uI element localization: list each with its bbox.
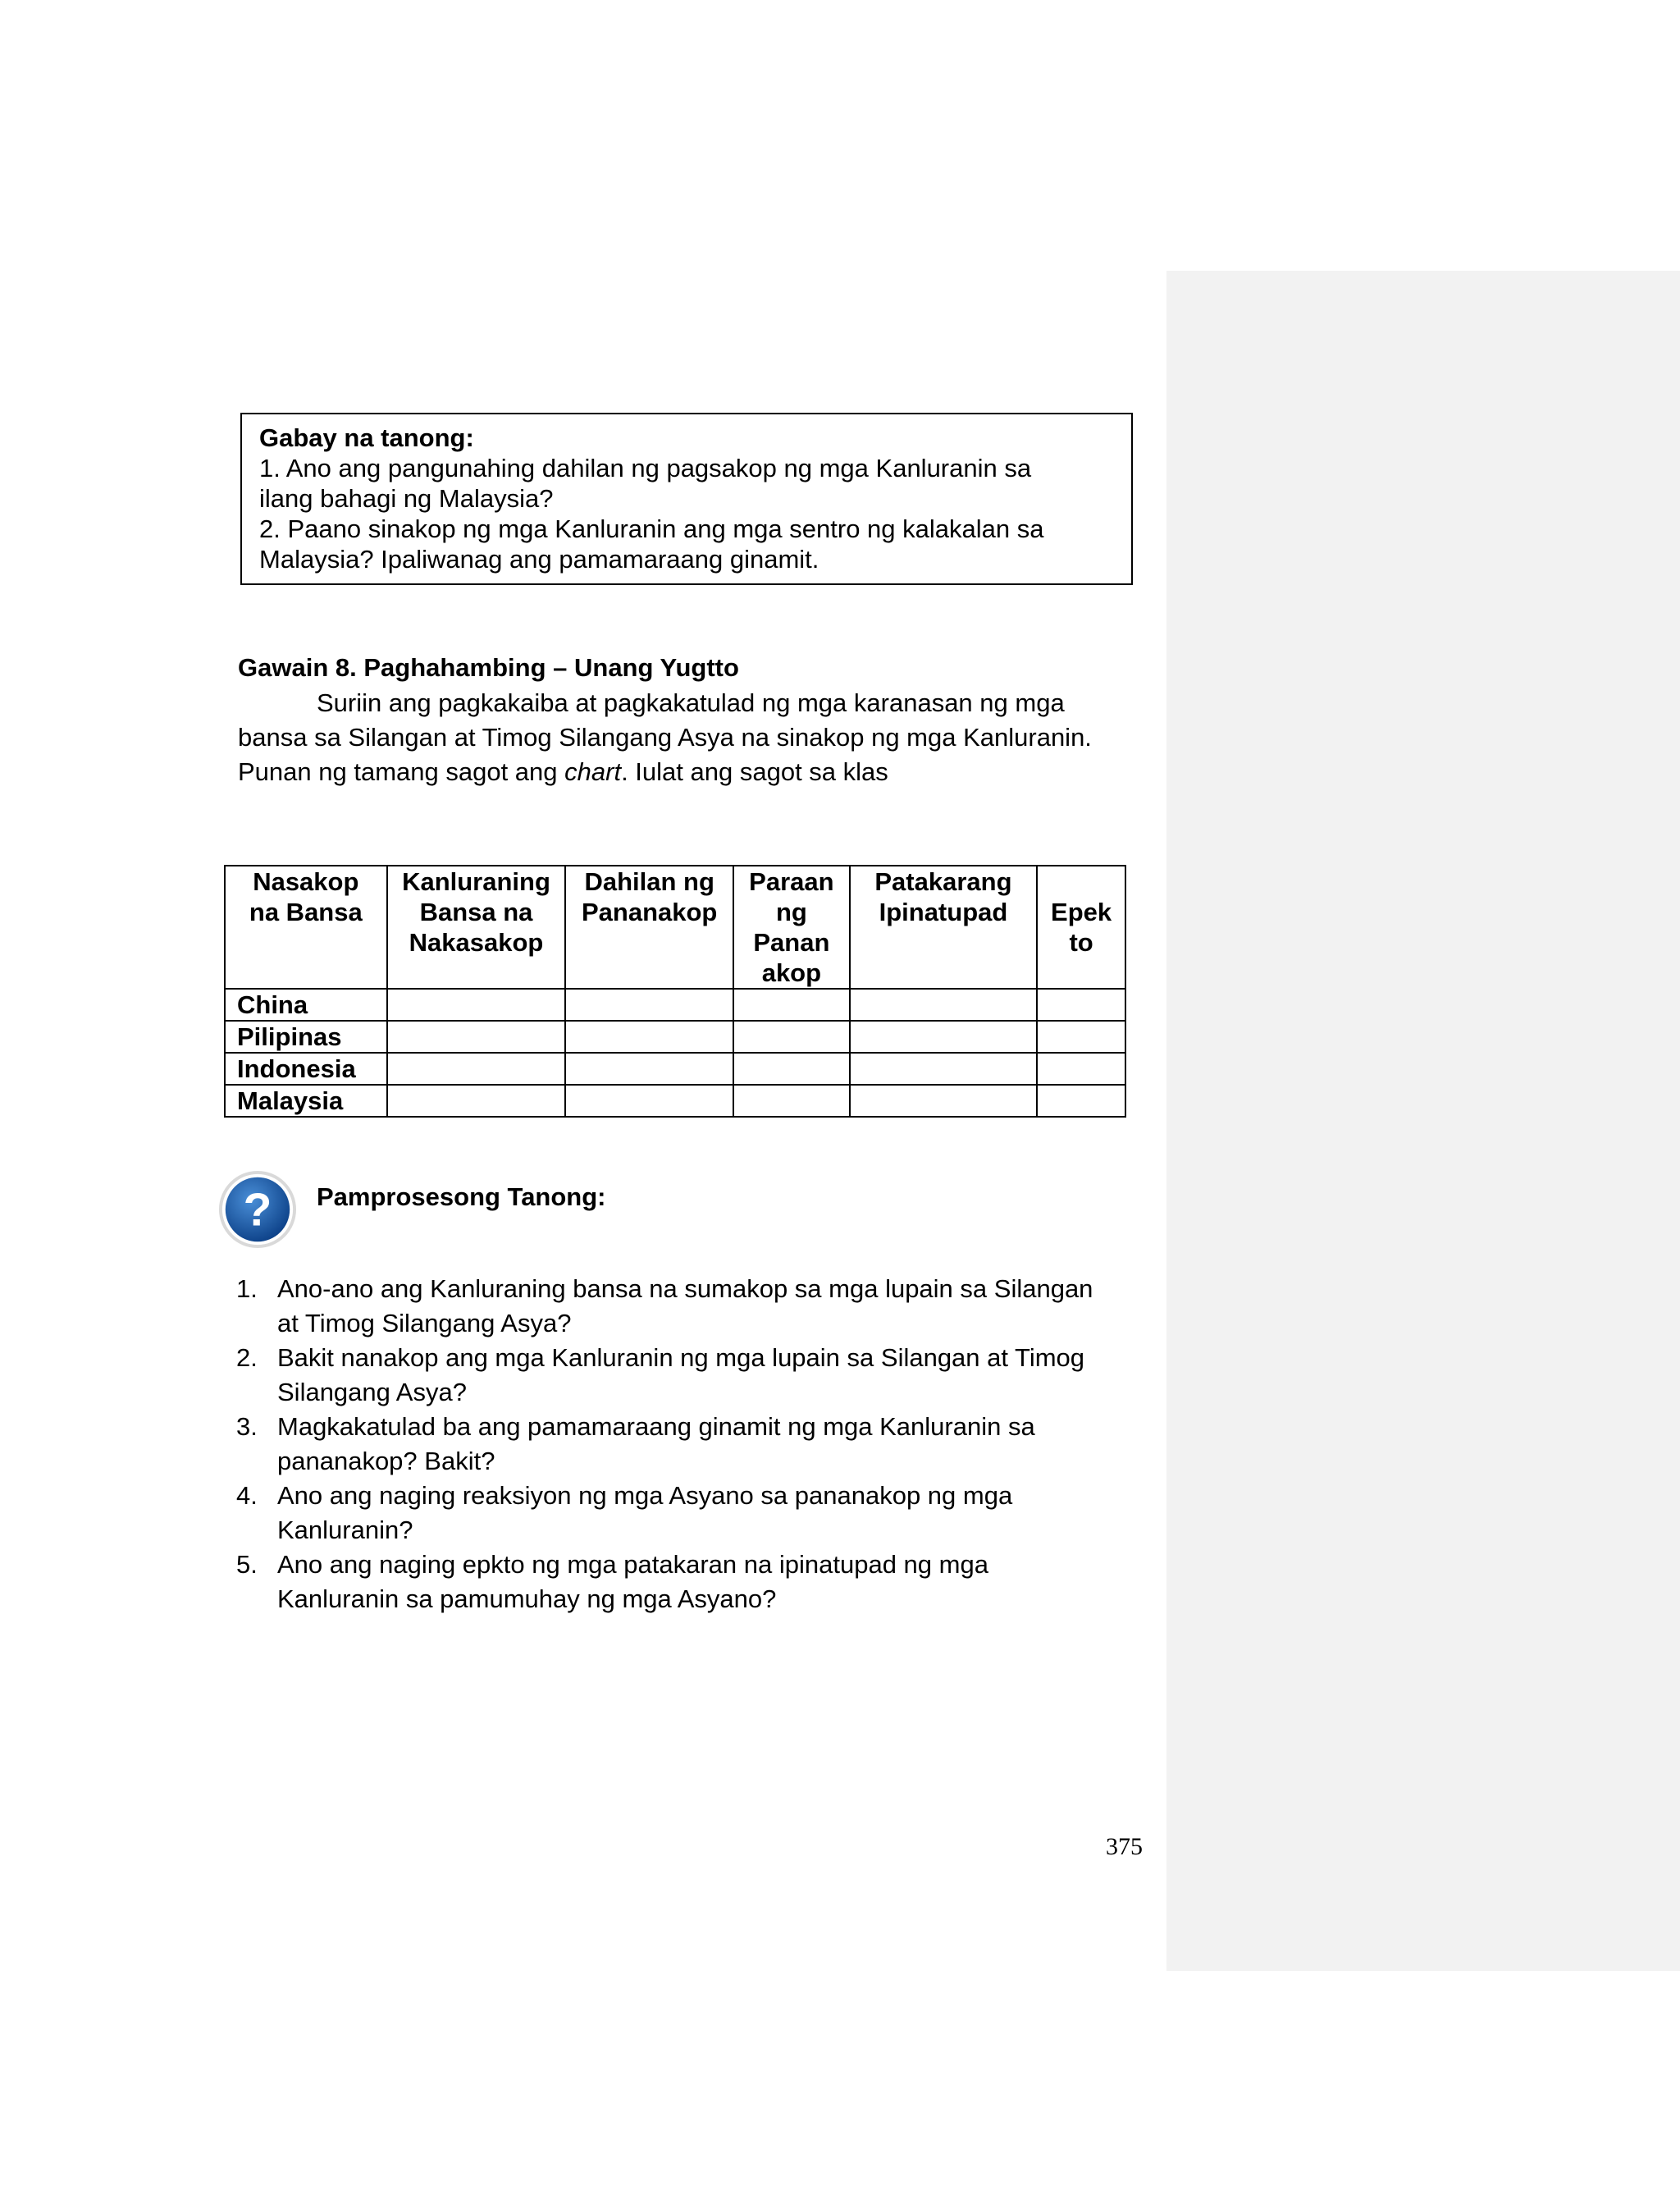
comparison-chart-table xyxy=(224,865,1126,1118)
country-cell: Indonesia xyxy=(225,1053,387,1085)
processing-questions-heading: Pamprosesong Tanong: xyxy=(317,1182,606,1211)
answer-cell[interactable] xyxy=(850,989,1037,1021)
question-mark-icon xyxy=(217,1169,298,1250)
list-item xyxy=(236,1341,1155,1410)
header-paraan-ng-pananakop xyxy=(733,866,850,989)
answer-cell[interactable] xyxy=(733,1085,850,1117)
question-line: pananakop? Bakit? xyxy=(277,1447,495,1475)
question-line: Magkakatulad ba ang pamamaraang ginamit ng mga Kanluranin sa xyxy=(277,1412,1035,1441)
header-line: na Bansa xyxy=(249,898,363,926)
question-number: 3. xyxy=(236,1412,258,1441)
question-line: Ano ang naging reaksiyon ng mga Asyano sa pananakop ng mga xyxy=(277,1481,1013,1510)
table-row xyxy=(225,1053,1125,1085)
header-line: Panan xyxy=(753,928,830,957)
header-line: Dahilan ng xyxy=(584,867,714,896)
header-line: Ipinatupad xyxy=(879,898,1008,926)
list-item xyxy=(236,1548,1155,1616)
header-line: ng xyxy=(775,898,807,926)
header-dahilan-ng-pananakop xyxy=(565,866,733,989)
header-line: Pananakop xyxy=(581,898,718,926)
header-line: to xyxy=(1069,928,1093,957)
header-line: Kanluraning xyxy=(402,867,550,896)
header-line: Epek xyxy=(1051,898,1112,926)
list-item xyxy=(236,1410,1155,1479)
activity-title: Gawain 8. Paghahambing – Unang Yugtto xyxy=(238,653,739,682)
guide-questions-box xyxy=(240,413,1133,585)
header-line: Patakarang xyxy=(874,867,1012,896)
question-number: 4. xyxy=(236,1481,258,1510)
instruction-line: bansa sa Silangan at Timog Silangang Asya na sinakop ng mga Kanluranin. xyxy=(238,723,1092,752)
header-nasakop-na-bansa xyxy=(225,866,387,989)
header-line: Nasakop xyxy=(253,867,359,896)
table-header-row xyxy=(225,866,1125,989)
answer-cell[interactable] xyxy=(733,989,850,1021)
instruction-line xyxy=(238,755,1148,789)
table-row xyxy=(225,989,1125,1021)
answer-cell[interactable] xyxy=(1037,1053,1125,1085)
country-cell: Pilipinas xyxy=(225,1021,387,1053)
table-row xyxy=(225,1085,1125,1117)
instruction-line: Suriin ang pagkakaiba at pagkakatulad ng mga karanasan ng mga xyxy=(317,688,1065,717)
answer-cell[interactable] xyxy=(1037,1085,1125,1117)
answer-cell[interactable] xyxy=(565,989,733,1021)
processing-questions-list xyxy=(236,1272,1155,1616)
guide-box-line: Malaysia? Ipaliwanag ang pamamaraang ginamit. xyxy=(259,545,819,574)
table-row xyxy=(225,1021,1125,1053)
question-line: Kanluranin sa pamumuhay ng mga Asyano? xyxy=(277,1584,777,1613)
answer-cell[interactable] xyxy=(1037,1021,1125,1053)
answer-cell[interactable] xyxy=(733,1053,850,1085)
question-line: at Timog Silangang Asya? xyxy=(277,1309,572,1337)
question-line: Ano-ano ang Kanluraning bansa na sumakop sa mga lupain sa Silangan xyxy=(277,1274,1093,1303)
header-epekto xyxy=(1037,866,1125,989)
answer-cell[interactable] xyxy=(565,1053,733,1085)
header-line: Nakasakop xyxy=(409,928,544,957)
answer-cell[interactable] xyxy=(565,1021,733,1053)
question-line: Bakit nanakop ang mga Kanluranin ng mga lupain sa Silangan at Timog xyxy=(277,1343,1085,1372)
question-line: Kanluranin? xyxy=(277,1516,413,1544)
instruction-italic-text: chart xyxy=(564,757,622,786)
answer-cell[interactable] xyxy=(850,1053,1037,1085)
answer-cell[interactable] xyxy=(387,1021,566,1053)
question-number: 5. xyxy=(236,1550,258,1579)
list-item xyxy=(236,1479,1155,1548)
header-kanluraning-bansa xyxy=(387,866,566,989)
country-cell: Malaysia xyxy=(225,1085,387,1117)
guide-box-line: 2. Paano sinakop ng mga Kanluranin ang mga sentro ng kalakalan sa xyxy=(259,514,1044,543)
header-patakarang-ipinatupad xyxy=(850,866,1037,989)
activity-instructions xyxy=(238,686,1148,789)
answer-cell[interactable] xyxy=(387,1085,566,1117)
guide-box-line: 1. Ano ang pangunahing dahilan ng pagsakop ng mga Kanluranin sa xyxy=(259,454,1032,482)
page-number: 375 xyxy=(1106,1833,1143,1860)
answer-cell[interactable] xyxy=(387,1053,566,1085)
header-line: Paraan xyxy=(749,867,834,896)
header-line: akop xyxy=(761,958,822,987)
instruction-text: Punan ng tamang sagot ang xyxy=(238,757,565,786)
answer-cell[interactable] xyxy=(850,1021,1037,1053)
answer-cell[interactable] xyxy=(565,1085,733,1117)
answer-cell[interactable] xyxy=(733,1021,850,1053)
question-number: 1. xyxy=(236,1274,258,1303)
country-cell: China xyxy=(225,989,387,1021)
header-line: Bansa na xyxy=(419,898,533,926)
svg-text:?: ? xyxy=(243,1184,272,1237)
comment-pane xyxy=(1166,271,1680,1971)
question-number: 2. xyxy=(236,1343,258,1372)
instruction-text: . Iulat ang sagot sa klas xyxy=(621,757,888,786)
answer-cell[interactable] xyxy=(850,1085,1037,1117)
answer-cell[interactable] xyxy=(387,989,566,1021)
question-line: Ano ang naging epkto ng mga patakaran na ipinatupad ng mga xyxy=(277,1550,988,1579)
list-item xyxy=(236,1272,1155,1341)
guide-box-line: ilang bahagi ng Malaysia? xyxy=(259,484,554,513)
answer-cell[interactable] xyxy=(1037,989,1125,1021)
question-line: Silangang Asya? xyxy=(277,1378,467,1406)
guide-box-title: Gabay na tanong: xyxy=(259,423,474,452)
